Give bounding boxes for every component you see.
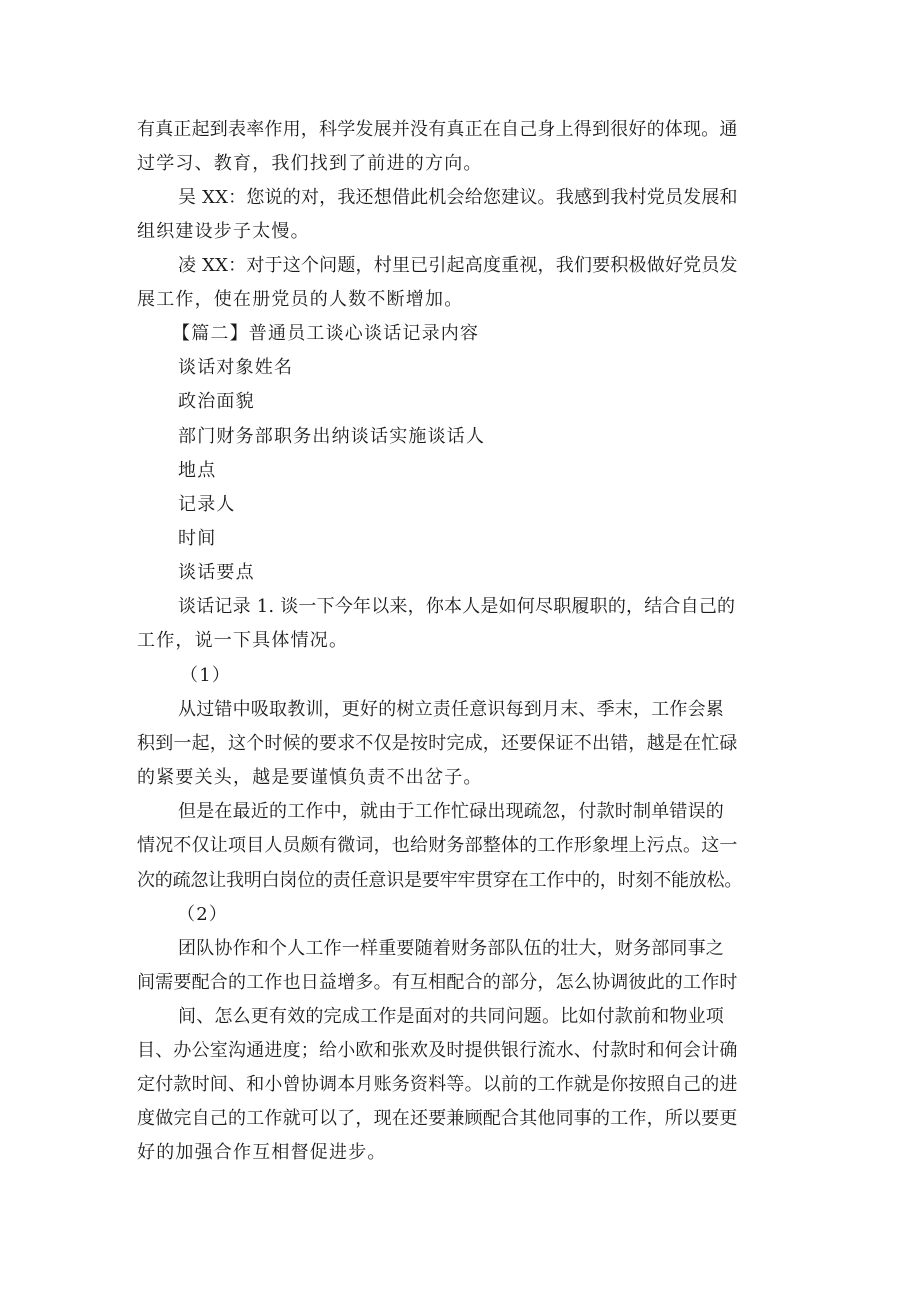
text-line: 过学习、教育，我们找到了前进的方向。 bbox=[137, 153, 483, 174]
text-line: 目、办公室沟通进度；给小欧和张欢及时提供银行流水、付款时和何会计确 bbox=[137, 1040, 738, 1061]
text-line: 但是在最近的工作中，就由于工作忙碌出现疏忽，付款时制单错误的 bbox=[178, 801, 724, 822]
form-field-label: 政治面貌 bbox=[178, 391, 255, 412]
form-field-label: 谈话对象姓名 bbox=[178, 357, 294, 378]
text-line: 有真正起到表率作用，科学发展并没有真正在自己身上得到很好的体现。通 bbox=[137, 119, 738, 140]
form-field-label: 谈话要点 bbox=[178, 562, 255, 583]
form-field-label: 部门财务部职务出纳谈话实施谈话人 bbox=[178, 426, 486, 447]
text-line: 组织建设步子太慢。 bbox=[137, 221, 310, 242]
text-line: 谈话记录 1. 谈一下今年以来，你本人是如何尽职履职的，结合自己的 bbox=[178, 596, 736, 617]
text-line: 情况不仅让项目人员颇有微词，也给财务部整体的工作形象埋上污点。这一 bbox=[137, 835, 738, 856]
text-line: 的紧要关头，越是要谨慎负责不出岔子。 bbox=[137, 767, 483, 788]
form-field-label: 时间 bbox=[178, 528, 217, 549]
text-line: 吴 XX：您说的对，我还想借此机会给您建议。我感到我村党员发展和 bbox=[178, 187, 738, 208]
form-field-label: 记录人 bbox=[178, 494, 236, 515]
text-line: 凌 XX：对于这个问题，村里已引起高度重视，我们要积极做好党员发 bbox=[178, 255, 738, 276]
form-field-label: 地点 bbox=[178, 460, 217, 481]
text-line: 团队协作和个人工作一样重要随着财务部队伍的壮大，财务部同事之 bbox=[178, 938, 724, 959]
text-line: 展工作，使在册党员的人数不断增加。 bbox=[137, 289, 464, 310]
text-line: 好的加强合作互相督促进步。 bbox=[137, 1142, 387, 1163]
text-line: 工作，说一下具体情况。 bbox=[137, 630, 349, 651]
section-heading: 【篇二】普通员工谈心谈话记录内容 bbox=[172, 323, 480, 344]
item-number: （2） bbox=[177, 904, 229, 925]
text-line: 次的疏忽让我明白岗位的责任意识是要牢牢贯穿在工作中的，时刻不能放松。 bbox=[137, 870, 743, 891]
text-line: 间需要配合的工作也日益增多。有互相配合的部分，怎么协调彼此的工作时 bbox=[137, 972, 738, 993]
text-line: 定付款时间、和小曾协调本月账务资料等。以前的工作就是你按照自己的进 bbox=[137, 1074, 738, 1095]
item-number: （1） bbox=[180, 665, 232, 686]
text-line: 积到一起，这个时候的要求不仅是按时完成，还要保证不出错，越是在忙碌 bbox=[137, 733, 738, 754]
text-line: 间、怎么更有效的完成工作是面对的共同问题。比如付款前和物业项 bbox=[178, 1006, 724, 1027]
text-line: 从过错中吸取教训，更好的树立责任意识每到月末、季末，工作会累 bbox=[178, 699, 724, 720]
text-line: 度做完自己的工作就可以了，现在还要兼顾配合其他同事的工作，所以要更 bbox=[137, 1108, 738, 1129]
